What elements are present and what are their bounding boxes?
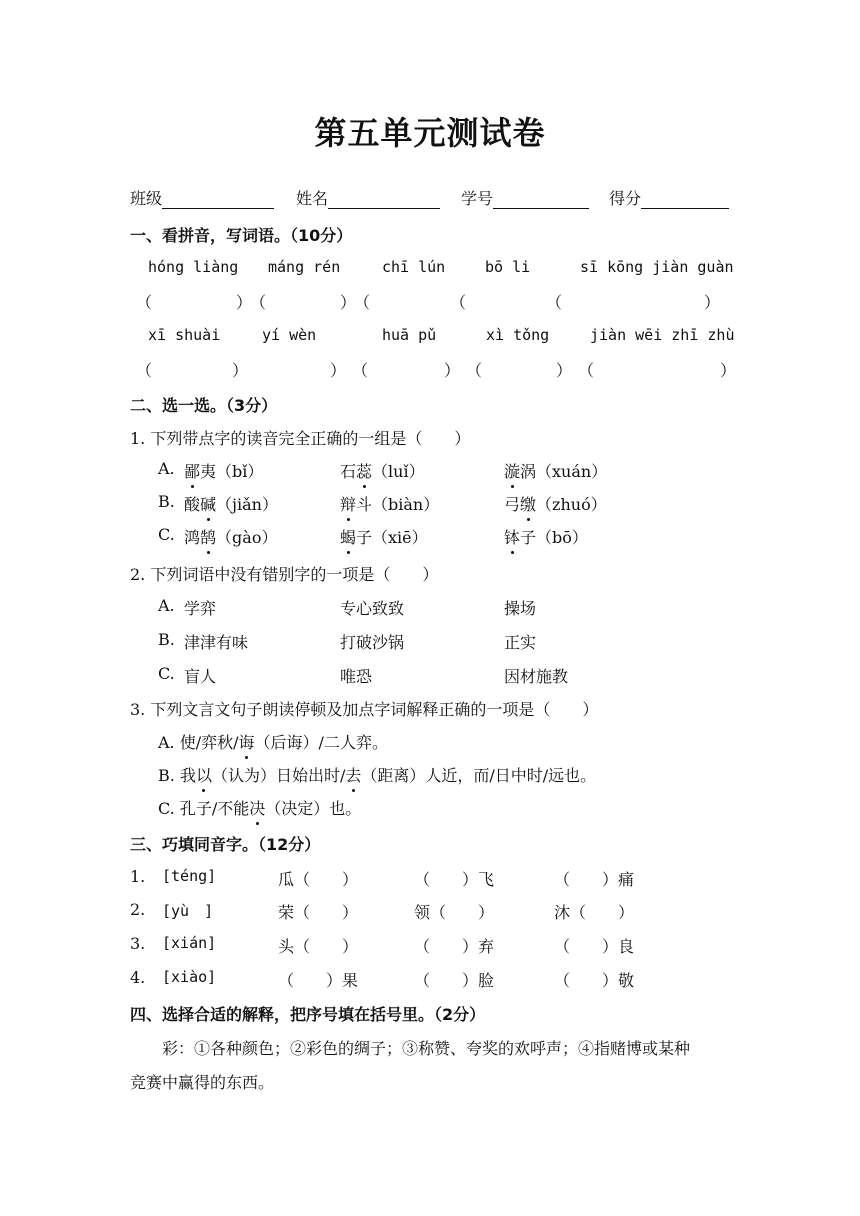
pinyin: jiàn wēi zhī zhù xyxy=(590,326,735,344)
definition-line: 彩：①各种颜色；②彩色的绸子；③称赞、夸奖的欢呼声；④指赌博或某种 xyxy=(162,1039,691,1058)
pinyin: hóng liàng xyxy=(148,258,239,276)
answer-paren-open: （ xyxy=(136,361,153,380)
pinyin: sī kōng jiàn guàn xyxy=(580,258,734,276)
dotted-char: 以 xyxy=(196,763,212,786)
answer-paren-open: （ xyxy=(578,361,595,380)
pinyin: bō li xyxy=(485,258,531,276)
fill-cell: 荣（ ） xyxy=(278,903,359,922)
section1-heading: 一、看拼音，写词语。（10分） xyxy=(130,226,353,245)
class-label: 班级 xyxy=(130,189,163,208)
option-label: B. xyxy=(158,630,175,649)
pinyin: huā pǔ xyxy=(382,326,437,344)
option-word: 津津有味 xyxy=(184,633,249,652)
dotted-char: 决 xyxy=(249,796,265,819)
option-word: 酸碱（jiǎn） xyxy=(184,492,278,515)
answer-paren-open: （ xyxy=(450,293,467,312)
option-label: C. xyxy=(158,664,175,683)
option-word: 弓缴（zhuó） xyxy=(504,492,607,515)
score-label: 得分 xyxy=(609,189,642,208)
fill-cell: （ ）弃 xyxy=(414,937,495,956)
option-a: A. 使/弈秋/诲（后诲）/二人弈。 xyxy=(158,730,388,753)
pinyin: yí wèn xyxy=(262,326,317,344)
class-field xyxy=(130,186,274,209)
option-b: B. 我以（认为）日始出时/去（距离）人近，而/日中时/远也。 xyxy=(158,763,596,786)
option-word: 正实 xyxy=(504,633,537,652)
score-field xyxy=(609,186,729,209)
fill-cell: 瓜（ ） xyxy=(278,870,359,889)
class-blank[interactable] xyxy=(162,190,274,209)
answer-paren-open: （ xyxy=(250,293,267,312)
answer-paren-open: （ xyxy=(466,361,483,380)
option-label: A. xyxy=(158,596,175,615)
name-field xyxy=(296,186,440,209)
fill-cell: （ ）脸 xyxy=(414,971,495,990)
dotted-char: 去 xyxy=(345,763,361,786)
section3-heading: 三、巧填同音字。（12分） xyxy=(130,835,321,854)
option-word: 石蕊（luǐ） xyxy=(340,459,425,482)
pinyin: [yù ] xyxy=(162,902,214,920)
row-number: 2. xyxy=(130,900,146,919)
dotted-char: 鄙 xyxy=(184,459,200,482)
option-label: A. xyxy=(158,459,175,478)
dotted-char: 辩 xyxy=(340,492,356,515)
answer-paren-open: （ xyxy=(354,293,371,312)
question-3-stem: 3. 下列文言文句子朗读停顿及加点字词解释正确的一项是（ ） xyxy=(130,700,599,719)
option-word: 钵子（bō） xyxy=(504,525,588,548)
row-number: 4. xyxy=(130,968,146,987)
page-title: 第五单元测试卷 xyxy=(314,114,546,152)
definition-line: 竞赛中赢得的东西。 xyxy=(130,1073,275,1092)
option-word: 打破沙锅 xyxy=(340,633,405,652)
dotted-char: 缴 xyxy=(520,492,536,515)
answer-paren-close: ） xyxy=(330,361,347,380)
option-word: 操场 xyxy=(504,599,537,618)
dotted-char: 诲 xyxy=(239,730,255,753)
dotted-char: 钵 xyxy=(504,525,520,548)
option-word: 盲人 xyxy=(184,667,217,686)
fill-cell: （ ）敬 xyxy=(554,971,635,990)
answer-paren-close: ） xyxy=(444,361,461,380)
option-word: 唯恐 xyxy=(340,667,373,686)
score-blank[interactable] xyxy=(641,190,729,209)
answer-paren-close: ） xyxy=(232,361,249,380)
pinyin: chī lún xyxy=(382,258,446,276)
option-word: 鄙夷（bǐ） xyxy=(184,459,263,482)
answer-paren-close: ） xyxy=(556,361,573,380)
option-word: 鸿鹄（gào） xyxy=(184,525,277,548)
option-label: C. xyxy=(158,525,175,544)
fill-cell: （ ）良 xyxy=(554,937,635,956)
dotted-char: 鹄 xyxy=(200,525,216,548)
pinyin: [téng] xyxy=(162,867,217,885)
fill-cell: （ ）痛 xyxy=(554,870,635,889)
answer-paren-close: ） xyxy=(236,293,253,312)
number-blank[interactable] xyxy=(493,190,589,209)
option-word: 漩涡（xuán） xyxy=(504,459,607,482)
option-word: 因材施教 xyxy=(504,667,569,686)
pinyin: xì tǒng xyxy=(486,326,550,344)
option-label: B. xyxy=(158,492,175,511)
answer-paren-open: （ xyxy=(546,293,563,312)
option-word: 学弈 xyxy=(184,599,217,618)
pinyin: [xiào] xyxy=(162,968,217,986)
option-word: 专心致致 xyxy=(340,599,405,618)
option-c: C. 孔子/不能决（决定）也。 xyxy=(158,796,361,819)
dotted-char: 碱 xyxy=(200,492,216,515)
fill-cell: （ ）果 xyxy=(278,971,359,990)
answer-paren-close: ） xyxy=(720,361,737,380)
section4-heading: 四、选择合适的解释，把序号填在括号里。（2分） xyxy=(130,1005,486,1024)
pinyin: xī shuài xyxy=(148,326,221,344)
number-field xyxy=(461,186,589,209)
dotted-char: 蝎 xyxy=(340,525,356,548)
answer-paren-close: ） xyxy=(704,293,721,312)
section2-heading: 二、选一选。（3分） xyxy=(130,396,278,415)
fill-cell: （ ）飞 xyxy=(414,870,495,889)
name-blank[interactable] xyxy=(328,190,440,209)
dotted-char: 蕊 xyxy=(356,459,372,482)
question-1-stem: 1. 下列带点字的读音完全正确的一组是（ ） xyxy=(130,429,471,448)
pinyin: máng rén xyxy=(268,258,341,276)
answer-paren-open: （ xyxy=(352,361,369,380)
number-label: 学号 xyxy=(461,189,494,208)
name-label: 姓名 xyxy=(296,189,329,208)
dotted-char: 漩 xyxy=(504,459,520,482)
answer-paren-close: ） xyxy=(340,293,357,312)
answer-paren-open: （ xyxy=(136,293,153,312)
row-number: 3. xyxy=(130,934,146,953)
fill-cell: 头（ ） xyxy=(278,937,359,956)
pinyin: [xián] xyxy=(162,934,217,952)
fill-cell: 领（ ） xyxy=(414,903,495,922)
fill-cell: 沐（ ） xyxy=(554,903,635,922)
row-number: 1. xyxy=(130,867,146,886)
question-2-stem: 2. 下列词语中没有错别字的一项是（ ） xyxy=(130,565,439,584)
option-word: 辩斗（biàn） xyxy=(340,492,439,515)
option-word: 蝎子（xiē） xyxy=(340,525,428,548)
